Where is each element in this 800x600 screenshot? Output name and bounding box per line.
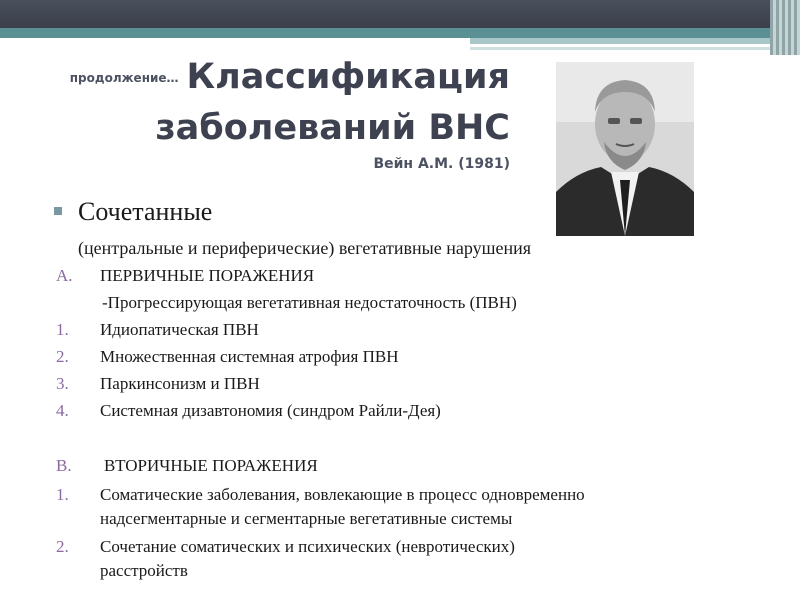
- list-text: Множественная системная атрофия ПВН: [100, 347, 399, 366]
- section-b-label: ВТОРИЧНЫЕ ПОРАЖЕНИЯ: [104, 456, 318, 475]
- author-citation: Вейн А.М. (1981): [373, 156, 510, 172]
- section-a-label: ПЕРВИЧНЫЕ ПОРАЖЕНИЯ: [100, 266, 315, 285]
- square-bullet-icon: [54, 207, 62, 215]
- list-text-line2: расстройств: [100, 561, 188, 580]
- bullet-item: [58, 196, 212, 228]
- section-a-note-text: -Прогрессирующая вегетативная недостаточность (ПВН): [102, 293, 517, 312]
- header-dark-band: [0, 0, 800, 28]
- portrait-photo: [556, 62, 694, 236]
- header-line: [470, 47, 800, 50]
- continuation-label: продолжение…: [69, 71, 179, 85]
- portrait-image: [556, 62, 694, 236]
- bullet-text: Сочетанные: [78, 197, 213, 226]
- list-marker: 3.: [56, 374, 69, 393]
- list-text-line1: Соматические заболевания, вовлекающие в процесс одновременно: [100, 485, 585, 504]
- header-stripes: [770, 0, 800, 55]
- list-text: Паркинсонизм и ПВН: [100, 374, 260, 393]
- list-marker: 1.: [56, 320, 69, 339]
- list-marker: 4.: [56, 401, 69, 420]
- section-a-marker: A.: [56, 266, 73, 285]
- list-text-line2: надсегментарные и сегментарные вегетативные системы: [100, 509, 513, 528]
- title-line-2: заболеваний ВНС: [155, 108, 510, 148]
- slide-title: [70, 52, 510, 173]
- section-b-marker: B.: [56, 456, 72, 475]
- bullet-subline: (центральные и периферические) вегетативные нарушения: [78, 238, 532, 258]
- list-marker: 2.: [56, 347, 69, 366]
- title-line-1: [70, 52, 510, 103]
- list-text-line1: Сочетание соматических и психических (невротических): [100, 537, 515, 556]
- list-text: Системная дизавтономия (синдром Райли-Дея): [100, 401, 441, 420]
- header-teal-band: [0, 28, 800, 38]
- header-light-band: [470, 38, 800, 44]
- title-text-1: Классификация: [186, 57, 510, 97]
- list-marker: 1.: [56, 485, 69, 504]
- list-marker: 2.: [56, 537, 69, 556]
- list-text: Идиопатическая ПВН: [100, 320, 259, 339]
